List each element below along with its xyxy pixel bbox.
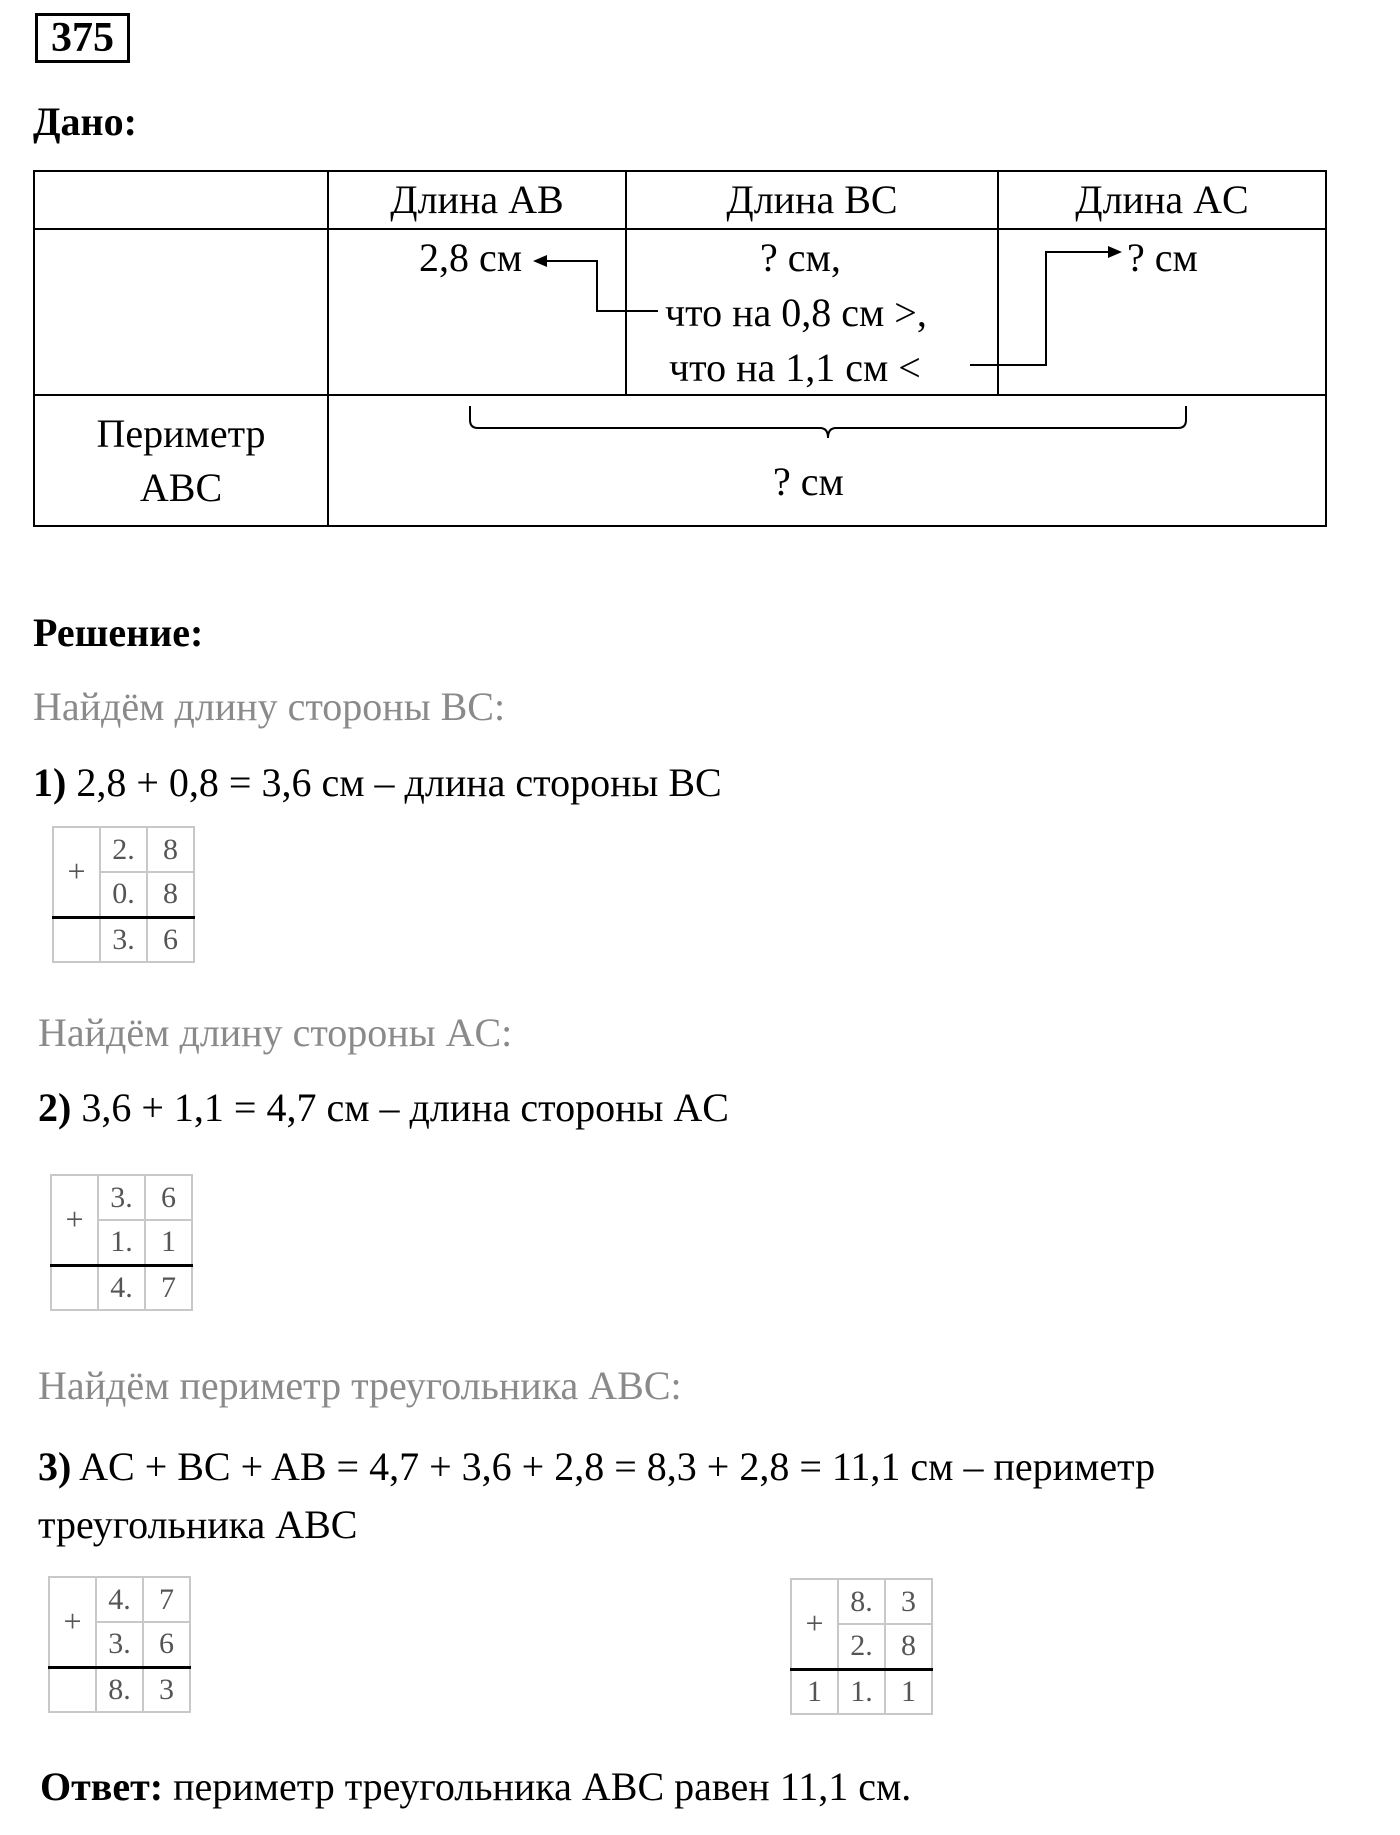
calc-3b-cell: 1	[885, 1669, 932, 1714]
ab-value: 2,8 см	[419, 235, 523, 280]
calc-2-cell	[51, 1265, 98, 1310]
answer-text: периметр треугольника ABC равен 11,1 см.	[173, 1764, 912, 1809]
header-bc: Длина BC	[626, 171, 998, 229]
calc-1	[52, 826, 195, 963]
calc-1-cell: 0.	[100, 872, 147, 917]
bc-line-3: что на 1,1 см <	[669, 345, 921, 390]
step-1-text: 2,8 + 0,8 = 3,6 см – длина стороны BC	[76, 760, 722, 805]
calc-3b	[790, 1578, 933, 1715]
answer-label: Ответ:	[40, 1764, 164, 1809]
step-2-text: 3,6 + 1,1 = 4,7 см – длина стороны AC	[81, 1085, 729, 1130]
step-3-text: AC + BC + AB = 4,7 + 3,6 + 2,8 = 8,3 + 2,8 = 11,1 см – периметр	[79, 1444, 1156, 1489]
calc-1-cell: 8	[147, 872, 194, 917]
step-2-hint: Найдём длину стороны AC:	[38, 1010, 513, 1055]
perimeter-value: ? см	[773, 459, 844, 504]
arrow-bc-to-ac	[970, 252, 1108, 365]
arrowhead-ac	[1108, 246, 1122, 258]
answer	[40, 1763, 911, 1810]
step-3-hint: Найдём периметр треугольника ABC:	[38, 1363, 682, 1408]
calc-2-cell: 1	[145, 1220, 192, 1265]
given-heading: Дано:	[33, 99, 137, 144]
perimeter-label-line-2: ABC	[139, 464, 223, 510]
calc-2-cell: 4.	[98, 1265, 145, 1310]
calc-3b-cell: 2.	[838, 1624, 885, 1669]
calc-3a-cell: 7	[143, 1577, 190, 1622]
header-ac: Длина AC	[998, 171, 1326, 229]
calc-2	[50, 1174, 193, 1311]
calc-3a-cell: 3.	[96, 1622, 143, 1667]
calc-3b-cell: 1.	[838, 1669, 885, 1714]
calc-3b-cell: 8	[885, 1624, 932, 1669]
arrowhead-ab	[533, 255, 547, 267]
plus-sign: +	[791, 1579, 838, 1669]
step-3-line-2: треугольника ABC	[38, 1502, 358, 1547]
problem-number: 375	[35, 13, 130, 63]
calc-3a	[48, 1576, 191, 1713]
calc-2-cell: 1.	[98, 1220, 145, 1265]
arrow-bc-to-ab	[545, 261, 658, 311]
calc-3a-cell: 3	[143, 1667, 190, 1712]
calc-2-cell: 7	[145, 1265, 192, 1310]
calc-1-cell: 3.	[100, 917, 147, 962]
calc-3b-cell: 3	[885, 1579, 932, 1624]
step-3-line-1	[38, 1438, 1393, 1496]
solution-heading: Решение:	[33, 610, 204, 655]
calc-3a-cell: 8.	[96, 1667, 143, 1712]
step-3-line-1-start	[38, 1438, 1155, 1496]
bc-line-2: что на 0,8 см >,	[665, 290, 927, 335]
plus-sign: +	[51, 1175, 98, 1265]
perimeter-brace	[470, 406, 1186, 438]
calc-2-cell: 3.	[98, 1175, 145, 1220]
step-1-hint: Найдём длину стороны BC:	[33, 684, 506, 729]
calc-3a-cell: 4.	[96, 1577, 143, 1622]
step-2	[38, 1084, 729, 1131]
plus-sign: +	[49, 1577, 96, 1667]
step-1-number: 1)	[33, 760, 67, 805]
calc-1-cell: 8	[147, 827, 194, 872]
step-3	[38, 1438, 1393, 1554]
calc-3a-cell	[49, 1667, 96, 1712]
calc-3b-cell: 1	[791, 1669, 838, 1714]
calc-1-cell	[53, 917, 100, 962]
calc-3b-cell: 8.	[838, 1579, 885, 1624]
step-1	[33, 759, 722, 806]
perimeter-label-line-1: Периметр	[96, 410, 266, 456]
calc-1-cell: 2.	[100, 827, 147, 872]
bc-line-1: ? см,	[760, 235, 841, 280]
calc-1-cell: 6	[147, 917, 194, 962]
header-ab: Длина AB	[328, 171, 626, 229]
step-2-number: 2)	[38, 1085, 72, 1130]
calc-2-cell: 6	[145, 1175, 192, 1220]
ac-value: ? см	[1127, 235, 1198, 280]
calc-3a-cell: 6	[143, 1622, 190, 1667]
step-3-number: 3)	[38, 1444, 72, 1489]
plus-sign: +	[53, 827, 100, 917]
